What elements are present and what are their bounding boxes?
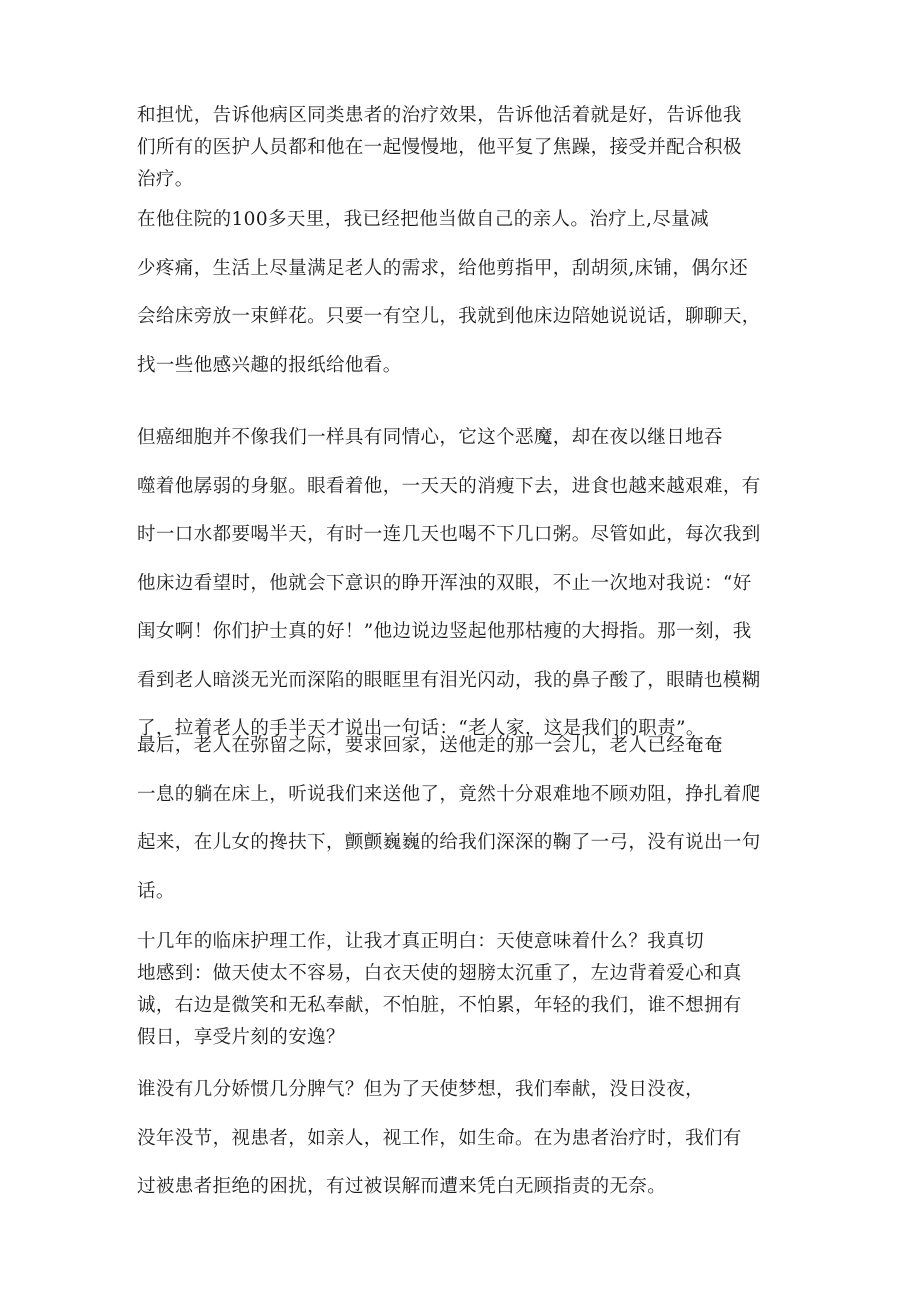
- paragraph-6: 谁没有几分娇惯几分脾气？但为了天使梦想，我们奉献，没日没夜， 没年没节，视患者，如亲人，视工作，如生命。在为患者治疗时，我们有 过被患者拒绝的困扰，有过被误解而遭来凭白无顾指责的无奈。: [137, 1079, 742, 1197]
- paragraph-1: 和担忧，告诉他病区同类患者的治疗效果，告诉他活着就是好，告诉他我 们所有的医护人员都和他在一起慢慢地，他平复了焦躁，接受并配合积极 治疗。: [137, 105, 742, 190]
- paragraph-4: 最后，老人在弥留之际，要求回家，送他走的那一会儿，老人已经奄奄 一息的躺在床上，听说我们来送他了，竟然十分艰难地不顾劝阻，挣扎着爬 起来，在儿女的搀扶下，颤颤巍巍的给我们深深的鞠了一弓，没有说出一句 话。: [137, 735, 761, 902]
- paragraph-3: 但癌细胞并不像我们一样具有同情心，它这个恶魔，却在夜以继日地吞 噬着他孱弱的身躯。眼看着他，一天天的消瘦下去，进食也越来越艰难，有 时一口水都要喝半天，有时一连几天也喝不下几口粥。尽管如此，每次我到 他床边看望时，他就会下意识的睁开浑浊的双眼，不止一次地对我说：“好 闺女啊！你们护士真的好！”他边说边竖起他那枯瘦的大拇指。那一刻，我 看到老人暗淡无光而深陷的眼眶里有泪光闪动，我的鼻子酸了，眼睛也模糊 了，拉着老人的手半天才说出一句话：“老人家，这是我们的职责”。: [137, 427, 761, 739]
- paragraph-2: 在他住院的100多天里，我已经把他当做自己的亲人。治疗上,尽量减 少疼痛，生活上尽量满足老人的需求，给他剪指甲，刮胡须,床铺，偶尔还 会给床旁放一束鲜花。只要一有空儿，我就到他床边陪她说说话，聊聊天， 找一些他感兴趣的报纸给他看。: [137, 209, 761, 376]
- paragraph-5: 十几年的临床护理工作，让我才真正明白：天使意味着什么？我真切 地感到：做天使太不容易，白衣天使的翅膀太沉重了，左边背着爱心和真 诚，右边是微笑和无私奉献，不怕脏，不怕累，年轻的我们，谁不想拥有 假日，享受片刻的安逸？: [137, 931, 742, 1048]
